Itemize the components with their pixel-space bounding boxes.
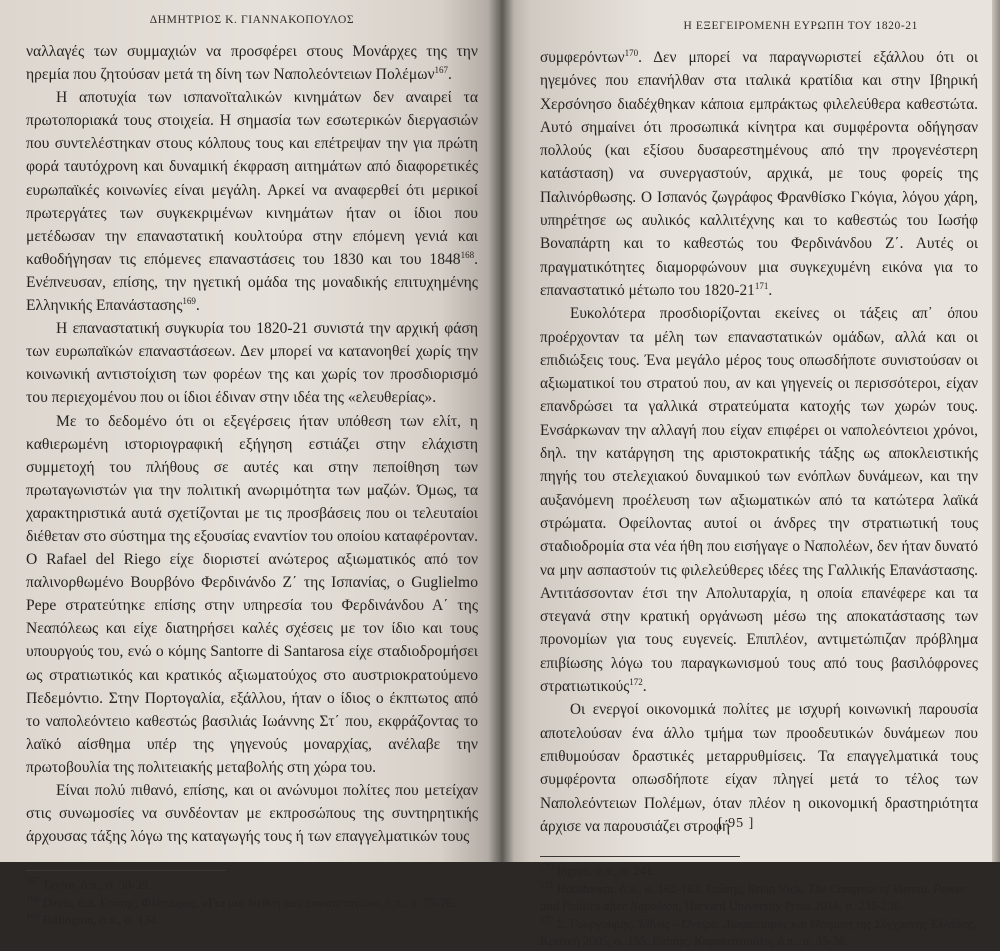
right-paragraph: Ευκολότερα προσδιορίζονται εκείνες οι τάξεις απ᾽ όπου προέρχονταν τα μέλη των επαναστατικών ομάδων, αλλά και οι επιδιώξεις τους. Ένα μεγάλο μέρος τους οπωσδήποτε συνιστούσαν οι αξιωματικοί του στρατού που, αν και γηγενείς οι περισσότεροι, είχαν επανδρώσει τα γαλλικά στρατεύματα κατοχής των χωρών τους. Ενσάρκωναν την αλλαγή που είχαν επιφέρει οι ναπολεόντειοι χρόνοι, δηλ. την κατάργηση της αριστοκρατικής τάξης ως αποκλειστικής πηγής του στελεχιακού δυναμικού των ενόπλων δυνάμεων, και την αυξανόμενη προέλευση των αξιωματικών από τα κατώτερα λαϊκά στρώματα. Οφείλοντας αυτοί οι άνδρες την στρατιωτική τους σταδιοδρομία στα νέα ήθη που εισήγαγε ο Ναπολέων, δεν ήταν δυνατό να μην ασπαστούν τις φιλελεύθερες ιδέες της Γαλλικής Επανάστασης. Αντιτάσσονταν έτσι την Απολυταρχία, η οποία επανέφερε και τα στεγανά στην κρατική οργάνωση μέσω της αποκατάστασης των προνομίων για τους ευγενείς. Επιπλέον, αντιμετώπιζαν πρόβλημα επιβίωσης λόγω του παραγκωνισμού τους από τους βασιλόφρονες στρατιωτικούς$^{172}$. (540, 305, 978, 696)
left-paragraph: Με το δεδομένο ότι οι εξεγέρσεις ήταν υπόθεση των ελίτ, η καθιερωμένη ιστοριογραφική εξήγηση εστιάζει στην ελάχιστη συμμετοχή του πλήθους σε αυτές και στην πεποίθηση των πρωταγωνιστών για την πολιτική ανωριμότητα των μαζών. Όμως, τα χαρακτηριστικά αυτά σχετίζονται με τις προσβάσεις που οι τελευταίοι διέθεταν στο σύστημα της εξουσίας εναντίον του οποίου καταφέρονταν. Ο Rafael del Riego είχε διοριστεί ανώτερος αξιωματικός από τον παλινορθωμένο Βουρβόνο Φερδινάνδο Ζ΄ της Ισπανίας, ο Guglielmo Pepe στρατεύτηκε επίσης στην υπηρεσία του Φερδινάνδου Α΄ της Νεαπόλεως και είχε διατηρήσει καλές σχέσεις με τον ίδιο και τους υπουργούς του, ενώ ο κόμης Santorre di Santarosa είχε σταδιοδρομήσει ως στρατιωτικός και κρατικός αξιωματούχος στο αυστριοκρατούμενο Πεδεμόντιο. Στην Πορτογαλία, εξάλλου, ήταν ο ίδιος ο έκπτωτος από το ναπολεόντειο καθεστώς βασιλιάς Ιωάννης Στ΄ που, εκφράζοντας το λαϊκό αίσθημα υπέρ της γηγενούς μοναρχίας, ανέλαβε την πρωτοβουλία της πολιτειακής μεταβολής στη χώρα του. (26, 412, 478, 776)
footnote-divider (540, 856, 740, 857)
footnote-ref[interactable]: 169 (182, 295, 196, 306)
right-body-text (540, 46, 978, 838)
footnote-divider (26, 870, 226, 871)
book-gutter-shadow (488, 0, 514, 862)
left-paragraph: Η επαναστατική συγκυρία του 1820-21 συνιστά την αρχική φάση των ευρωπαϊκών επαναστάσεων. Δεν μπορεί να κατανοηθεί χωρίς την κοινωνική αντιστοίχιση των φορέων της και χωρίς τον προσδιορισμό του περιεχομένου που οι ίδιοι έδιναν στην ιδέα της «ελευθερίας». (26, 320, 478, 407)
page-edge (992, 0, 1000, 862)
right-paragraph: συμφερόντων$^{170}$. Δεν μπορεί να παραγνωριστεί εξάλλου ότι οι ηγεμόνες που επανήλθαν στα ιταλικά κρατίδια και στην Ιβηρική Χερσόνησο διαδέχθηκαν κάποια εμπράκτως φιλελεύθερα καθεστώτα. Αυτό σημαίνει ότι προσωπικά κίνητρα και συμφέροντα οδήγησαν πολλούς (και εξίσου δυσαρεστημένους από την προγενέστερη κατάσταση) να συνεργαστούν, αρχικά, με τους φορείς της Παλινόρθωσης. Ο Ισπανός ζωγράφος Φρανθίσκο Γκόγια, λόγου χάρη, υπηρέτησε ως αυλικός καλλιτέχνης και το καθεστώς του Ιωσήφ Βοναπάρτη και το καθεστώς του Φερδινάνδου Ζ΄. Αυτές οι πραγματικότητες διαμορφώνουν μια συγκεχυμένη εικόνα για το επαναστατικό μέτωπο του $1820-21^{171}$. (540, 47, 978, 299)
left-page (0, 0, 500, 928)
left-body-text (26, 40, 478, 848)
footnote: $^{169}$ Billington, ό.π., σ. 134. (26, 911, 160, 928)
left-running-head: ΔΗΜΗΤΡΙΟΣ Κ. ΓΙΑΝΝΑΚΟΠΟΥΛΟΣ (149, 14, 355, 26)
footnote-ref[interactable]: 170 (624, 47, 639, 58)
footnote: $^{167}$ Taylor, ό.π., σ. 38-39. (26, 876, 151, 893)
footnote: $^{171}$ Hobsbawm, ό.π., σ. 162-163. Επίσης, Brian Vick, The Congress of Vienna. Power and Politics after Napoleon, Harvard University Press 2014, σ. 235-236. (540, 879, 967, 914)
left-footnotes (26, 877, 478, 930)
right-footnotes (540, 863, 978, 951)
right-running-head: Η ΕΞΕΓΕΙΡΟΜΕΝΗ ΕΥΡΩΠΗ ΤΟΥ 1820-21 (683, 20, 918, 32)
footnote: $^{168}$ Davis, ό.π. Επίσης, Φλίτουρης, «Για μια διεθνή των επαναστατών», ό.π., σ. 75-76. (26, 893, 456, 910)
footnote-ref[interactable]: 168 (460, 249, 475, 260)
footnote-ref[interactable]: 167 (434, 64, 449, 75)
left-paragraph: Είναι πολύ πιθανό, επίσης, και οι ανώνυμοι πολίτες που μετείχαν στις συνωμοσίες να συνδέονταν με εκπροσώπους της συντηρητικής άρχουσας τάξης λόγω της καταγωγής τους ή των επαγγελματικών τους (26, 782, 478, 846)
footnote: $^{170}$ Ingrao, ό.π., σ. 241. (540, 861, 656, 879)
right-page (500, 0, 1000, 949)
footnote-ref[interactable]: 172 (629, 676, 643, 687)
footnote-ref[interactable]: 171 (754, 280, 769, 291)
right-paragraph: Οι ενεργοί οικονομικά πολίτες με ισχυρή κοινωνική παρουσία αποτελούσαν ένα άλλο τμήμα των προοδευτικών δυνάμεων που επιθυμούσαν δραστικές μεταρρυθμίσεις. Τα επαγγελματικά τους συμφέροντα οπωσδήποτε είχαν πληγεί μετά το τέλος των Ναπολεόντειων Πολέμων, όταν πλέον η οικονομική δραστηριότητα άρχισε να παρουσιάζει στροφή (540, 701, 978, 835)
footnote: $^{172}$ Σ. Γουργουρής, Έθνος – Όνειρο. Διαφωτισμός και Θέσμιση της Σύγχρονης Ελλάδας, Κριτική 2005, σ. 155. Επίσης, Καρακατσούλη, ό.π., σ. 35-36. (540, 914, 976, 949)
page-number: [ 95 ] (718, 816, 755, 831)
left-paragraph: ναλλαγές των συμμαχιών να προσφέρει στους Μονάρχες της την ηρεμία που ζητούσαν μετά τη δίνη των Ναπολεόντειων Πολέμων$^{167}$. (26, 43, 478, 84)
left-paragraph: Η αποτυχία των ισπανοϊταλικών κινημάτων δεν αναιρεί τα πρωτοποριακά τους στοιχεία. Η σημασία των εσωτερικών διεργασιών που συντελέστηκαν στους κόλπους τους και επέτρεψαν την για πρώτη φορά ταυτόχρονη και δυναμική έκφραση αιτημάτων από διαφορετικές ευρωπαϊκές κοινωνίες είναι μεγάλη. Αρκεί να αναφερθεί ότι μερικοί πρωτεργάτες των συγκεκριμένων κινημάτων ήταν οι ίδιοι που μετέδωσαν την επαναστατική κουλτούρα στην επόμενη γενιά και καθοδήγησαν τις επόμενες επαναστάσεις του 1830 και του 1848$^{168}$. Ενέπνευσαν, επίσης, την ηγετική ομάδα της μοναδικής επιτυχημένης Ελληνικής Επανάστασης$^{169}$. (26, 89, 478, 315)
